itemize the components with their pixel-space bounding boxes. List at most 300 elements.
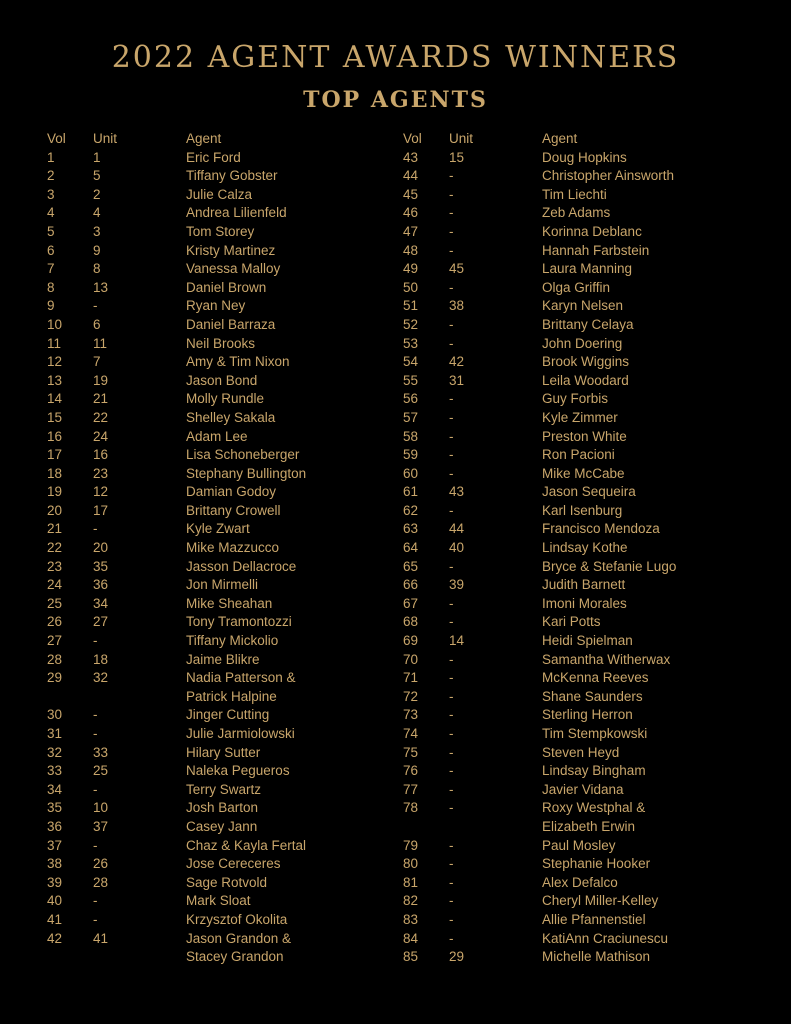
agent-name <box>542 539 762 558</box>
unit-rank: - <box>449 316 454 332</box>
agent-name-line: Preston White <box>542 428 627 444</box>
vol-rank: 58 <box>403 428 419 444</box>
unit-rank: - <box>449 614 454 630</box>
vol-rank: 24 <box>47 577 63 593</box>
unit-rank: - <box>449 781 454 797</box>
unit-rank: 21 <box>93 391 109 407</box>
agent-name-line: Lindsay Kothe <box>542 540 628 556</box>
agent-name <box>542 372 762 391</box>
table-row <box>403 260 763 279</box>
vol-rank: 64 <box>403 540 419 556</box>
unit-rank: 14 <box>449 633 465 649</box>
vol-rank: 85 <box>403 949 419 965</box>
agent-name <box>542 781 762 800</box>
table-row <box>47 390 407 409</box>
agent-name-line: Brittany Celaya <box>542 316 634 332</box>
vol-rank: 46 <box>403 205 419 221</box>
agent-name <box>186 335 406 354</box>
vol-rank: 14 <box>47 391 63 407</box>
agent-name-line: Karyn Nelsen <box>542 298 624 314</box>
agent-name-line: Krzysztof Okolita <box>186 911 288 927</box>
agent-name <box>542 688 762 707</box>
unit-rank: 9 <box>93 242 101 258</box>
vol-rank: 35 <box>47 800 63 816</box>
unit-rank: - <box>449 837 454 853</box>
agent-name <box>542 465 762 484</box>
agent-name-line: Eric Ford <box>186 149 241 165</box>
table-row <box>403 279 763 298</box>
unit-rank: 36 <box>93 577 109 593</box>
agent-name-line: Tom Storey <box>186 223 255 239</box>
unit-rank: - <box>93 521 98 537</box>
agent-name-line: Naleka Pegueros <box>186 763 290 779</box>
table-row <box>403 520 763 539</box>
table-row <box>47 855 407 874</box>
unit-rank: - <box>93 298 98 314</box>
vol-rank: 83 <box>403 911 419 927</box>
unit-rank: 15 <box>449 149 465 165</box>
vol-rank: 78 <box>403 800 419 816</box>
unit-rank: - <box>449 409 454 425</box>
unit-rank: - <box>449 763 454 779</box>
unit-rank: 35 <box>93 558 109 574</box>
vol-rank: 81 <box>403 874 419 890</box>
table-row <box>403 297 763 316</box>
vol-rank: 27 <box>47 633 63 649</box>
vol-rank: 60 <box>403 465 419 481</box>
agent-name-line: Lindsay Bingham <box>542 763 646 779</box>
agent-name-line: Mark Sloat <box>186 893 251 909</box>
vol-rank: 52 <box>403 316 419 332</box>
unit-rank: 26 <box>93 856 109 872</box>
agent-name <box>542 260 762 279</box>
agent-header: Agent <box>186 131 222 146</box>
table-row <box>47 260 407 279</box>
agent-name <box>542 390 762 409</box>
unit-rank: - <box>449 242 454 258</box>
agent-name <box>542 744 762 763</box>
vol-rank: 29 <box>47 670 63 686</box>
agent-name <box>542 409 762 428</box>
agent-name-line: Neil Brooks <box>186 335 256 351</box>
agent-name-line: Hannah Farbstein <box>542 242 650 258</box>
table-row <box>403 204 763 223</box>
agent-name-line: Mike McCabe <box>542 465 625 481</box>
vol-rank: 12 <box>47 354 63 370</box>
agent-name-line: Roxy Westphal & <box>542 800 646 816</box>
table-row <box>403 930 763 949</box>
agent-name <box>186 911 406 930</box>
vol-rank: 2 <box>47 168 55 184</box>
agent-name <box>186 930 406 967</box>
agent-name-line: McKenna Reeves <box>542 670 649 686</box>
table-row <box>403 186 763 205</box>
agent-name-line: Olga Griffin <box>542 279 611 295</box>
vol-rank: 25 <box>47 595 63 611</box>
agent-name-line: Francisco Mendoza <box>542 521 660 537</box>
agent-name <box>186 260 406 279</box>
agent-name-line: Sterling Herron <box>542 707 633 723</box>
agent-name-line: Vanessa Malloy <box>186 261 281 277</box>
agent-name <box>186 595 406 614</box>
vol-rank: 20 <box>47 502 63 518</box>
table-row <box>47 669 407 706</box>
right-column-header <box>403 130 763 149</box>
agent-name <box>186 409 406 428</box>
unit-rank: - <box>449 930 454 946</box>
vol-rank: 39 <box>47 874 63 890</box>
unit-rank: - <box>449 893 454 909</box>
agent-name-line: Tim Stempkowski <box>542 726 648 741</box>
unit-rank: - <box>449 279 454 295</box>
agent-name <box>186 744 406 763</box>
unit-rank: - <box>449 744 454 760</box>
unit-rank: 38 <box>449 298 465 314</box>
unit-rank: 1 <box>93 149 101 165</box>
table-row <box>47 837 407 856</box>
unit-rank: - <box>449 205 454 221</box>
table-row <box>47 502 407 521</box>
unit-rank: 17 <box>93 502 109 518</box>
unit-rank: - <box>449 558 454 574</box>
agent-name <box>542 242 762 261</box>
table-row <box>403 688 763 707</box>
agent-name <box>542 874 762 893</box>
agent-name-line: Alex Defalco <box>542 874 618 890</box>
unit-rank: - <box>449 391 454 407</box>
table-row <box>47 372 407 391</box>
table-row <box>47 279 407 298</box>
table-row <box>47 520 407 539</box>
agent-name-line: Michelle Mathison <box>542 949 651 965</box>
table-row <box>403 483 763 502</box>
agent-name <box>186 725 406 744</box>
vol-rank: 4 <box>47 205 55 221</box>
vol-rank: 67 <box>403 595 419 611</box>
vol-rank: 5 <box>47 223 55 239</box>
table-row <box>403 669 763 688</box>
table-row <box>403 762 763 781</box>
vol-rank: 18 <box>47 465 63 481</box>
agent-name-line: Ron Pacioni <box>542 447 615 463</box>
agent-name-line: Daniel Barraza <box>186 316 276 332</box>
table-row <box>47 297 407 316</box>
unit-rank: 45 <box>449 261 465 277</box>
agent-name <box>542 353 762 372</box>
unit-rank: 4 <box>93 205 101 221</box>
unit-rank: 8 <box>93 261 101 277</box>
agent-name <box>186 204 406 223</box>
table-row <box>403 613 763 632</box>
unit-rank: 11 <box>93 335 108 351</box>
table-row <box>403 781 763 800</box>
unit-rank: - <box>449 465 454 481</box>
table-row <box>403 632 763 651</box>
unit-rank: 44 <box>449 521 465 537</box>
left-column <box>47 130 407 967</box>
vol-rank: 34 <box>47 781 63 797</box>
agent-name-line: Jason Sequeira <box>542 484 636 500</box>
table-row <box>47 223 407 242</box>
agent-name-line: John Doering <box>542 335 623 351</box>
agent-name <box>542 837 762 856</box>
agent-name-line: Lisa Schoneberger <box>186 447 300 463</box>
agent-name <box>542 669 762 688</box>
table-row <box>47 892 407 911</box>
vol-rank: 42 <box>47 930 63 946</box>
vol-rank: 47 <box>403 223 419 239</box>
agent-name-line: Andrea Lilienfeld <box>186 205 287 221</box>
unit-rank: 12 <box>93 484 109 500</box>
vol-rank: 28 <box>47 651 63 667</box>
table-row <box>403 223 763 242</box>
table-row <box>403 706 763 725</box>
vol-rank: 61 <box>403 484 419 500</box>
vol-rank: 79 <box>403 837 419 853</box>
agent-name <box>186 539 406 558</box>
table-row <box>403 911 763 930</box>
agent-name <box>186 762 406 781</box>
table-row <box>47 781 407 800</box>
table-row <box>403 651 763 670</box>
table-row <box>403 372 763 391</box>
agent-name-line: Daniel Brown <box>186 279 267 295</box>
table-row <box>403 539 763 558</box>
table-row <box>47 316 407 335</box>
agent-name-line: Terry Swartz <box>186 781 262 797</box>
unit-rank: - <box>449 688 454 704</box>
right-rows <box>403 149 763 967</box>
right-column <box>403 130 763 967</box>
table-row <box>403 149 763 168</box>
vol-rank: 74 <box>403 726 419 741</box>
table-row <box>47 335 407 354</box>
agent-name-line: Doug Hopkins <box>542 149 627 165</box>
agent-name <box>542 483 762 502</box>
agent-name <box>542 279 762 298</box>
unit-rank: - <box>449 800 454 816</box>
agent-name <box>186 242 406 261</box>
vol-rank: 11 <box>47 335 62 351</box>
vol-rank: 7 <box>47 261 55 277</box>
vol-rank: 26 <box>47 614 63 630</box>
agent-name <box>542 911 762 930</box>
unit-rank: 32 <box>93 670 109 686</box>
agent-name-line: Tim Liechti <box>542 186 607 202</box>
vol-rank: 76 <box>403 763 419 779</box>
vol-rank: 41 <box>47 911 63 927</box>
table-row <box>403 242 763 261</box>
agent-name-line: Bryce & Stefanie Lugo <box>542 558 677 574</box>
agent-name-line: Jaime Blikre <box>186 651 260 667</box>
table-row <box>403 744 763 763</box>
unit-rank: 25 <box>93 763 109 779</box>
agent-name-line: Laura Manning <box>542 261 633 277</box>
vol-rank: 1 <box>47 149 55 165</box>
agent-name <box>542 204 762 223</box>
table-row <box>47 651 407 670</box>
agent-name <box>186 390 406 409</box>
vol-rank: 48 <box>403 242 419 258</box>
vol-rank: 57 <box>403 409 419 425</box>
agent-name <box>186 316 406 335</box>
agent-name-line: Guy Forbis <box>542 391 609 407</box>
agent-name <box>186 149 406 168</box>
unit-rank: 33 <box>93 744 109 760</box>
table-row <box>47 465 407 484</box>
vol-header: Vol <box>47 131 66 146</box>
agent-name <box>542 502 762 521</box>
agent-name-line: Stacey Grandon <box>186 949 284 965</box>
agent-name <box>542 428 762 447</box>
unit-rank: - <box>449 726 454 741</box>
unit-rank: - <box>449 447 454 463</box>
agent-name <box>186 558 406 577</box>
vol-rank: 73 <box>403 707 419 723</box>
vol-rank: 62 <box>403 502 419 518</box>
agent-name <box>186 297 406 316</box>
agent-name <box>542 799 762 836</box>
unit-rank: 37 <box>93 818 109 834</box>
agent-name <box>542 762 762 781</box>
table-row <box>403 167 763 186</box>
agent-name-line: Josh Barton <box>186 800 259 816</box>
vol-rank: 9 <box>47 298 55 314</box>
vol-rank: 8 <box>47 279 55 295</box>
table-row <box>403 465 763 484</box>
table-row <box>47 744 407 763</box>
agent-name <box>186 483 406 502</box>
table-row <box>403 799 763 836</box>
agent-name-line: Christopher Ainsworth <box>542 168 675 184</box>
agent-name-line: Stephany Bullington <box>186 465 307 481</box>
agent-name-line: Allie Pfannenstiel <box>542 911 646 927</box>
agent-name <box>186 223 406 242</box>
agent-name-line: Amy & Tim Nixon <box>186 354 290 370</box>
agent-name-line: Javier Vidana <box>542 781 624 797</box>
agent-name-line: Patrick Halpine <box>186 688 277 704</box>
table-row <box>47 762 407 781</box>
unit-rank: - <box>449 856 454 872</box>
vol-rank: 40 <box>47 893 63 909</box>
agent-name <box>186 279 406 298</box>
table-row <box>403 316 763 335</box>
vol-rank: 16 <box>47 428 63 444</box>
vol-rank: 43 <box>403 149 419 165</box>
agent-name-line: Kyle Zwart <box>186 521 250 537</box>
unit-rank: 42 <box>449 354 465 370</box>
vol-rank: 59 <box>403 447 419 463</box>
agent-name-line: Shelley Sakala <box>186 409 276 425</box>
vol-rank: 19 <box>47 484 63 500</box>
table-row <box>403 948 763 967</box>
unit-rank: 28 <box>93 874 109 890</box>
unit-rank: - <box>449 186 454 202</box>
vol-rank: 75 <box>403 744 419 760</box>
vol-rank: 3 <box>47 186 55 202</box>
agent-name <box>186 186 406 205</box>
table-row <box>47 706 407 725</box>
table-row <box>47 874 407 893</box>
unit-rank: 39 <box>449 577 465 593</box>
table-row <box>403 335 763 354</box>
table-row <box>47 632 407 651</box>
table-row <box>47 409 407 428</box>
table-row <box>47 911 407 930</box>
unit-rank: 22 <box>93 409 109 425</box>
vol-rank: 66 <box>403 577 419 593</box>
agent-name-line: Brook Wiggins <box>542 354 630 370</box>
agent-name <box>542 186 762 205</box>
vol-rank: 63 <box>403 521 419 537</box>
table-row <box>47 483 407 502</box>
agent-name <box>186 446 406 465</box>
agent-name-line: Casey Jann <box>186 818 258 834</box>
unit-rank: - <box>93 893 98 909</box>
agent-name-line: Leila Woodard <box>542 372 629 388</box>
agent-name-line: Jason Grandon & <box>186 930 292 946</box>
unit-rank: - <box>93 707 98 723</box>
agent-name <box>542 558 762 577</box>
vol-rank: 36 <box>47 818 63 834</box>
vol-rank: 31 <box>47 726 63 741</box>
table-row <box>403 428 763 447</box>
unit-rank: 6 <box>93 316 101 332</box>
agent-name-line: Damian Godoy <box>186 484 277 500</box>
agent-name-line: Imoni Morales <box>542 595 627 611</box>
unit-rank: 7 <box>93 354 101 370</box>
table-row <box>47 558 407 577</box>
agent-name-line: Mike Sheahan <box>186 595 273 611</box>
unit-rank: - <box>93 911 98 927</box>
vol-rank: 51 <box>403 298 419 314</box>
vol-rank: 13 <box>47 372 63 388</box>
vol-header: Vol <box>403 131 422 146</box>
unit-rank: 40 <box>449 540 465 556</box>
vol-rank: 44 <box>403 168 419 184</box>
agent-name <box>186 353 406 372</box>
unit-rank: - <box>93 633 98 649</box>
agent-name-line: Heidi Spielman <box>542 633 633 649</box>
agent-name <box>186 520 406 539</box>
vol-rank: 65 <box>403 558 419 574</box>
unit-rank: 3 <box>93 223 101 239</box>
table-row <box>403 892 763 911</box>
agent-name-line: Julie Calza <box>186 186 253 202</box>
agent-name <box>542 446 762 465</box>
agent-name-line: Tiffany Gobster <box>186 168 278 184</box>
vol-rank: 32 <box>47 744 63 760</box>
agent-name <box>542 651 762 670</box>
unit-rank: 43 <box>449 484 465 500</box>
unit-rank: - <box>449 223 454 239</box>
unit-rank: - <box>449 168 454 184</box>
agent-name <box>542 613 762 632</box>
table-row <box>47 353 407 372</box>
agent-name <box>186 372 406 391</box>
vol-rank: 33 <box>47 763 63 779</box>
table-row <box>403 558 763 577</box>
vol-rank: 56 <box>403 391 419 407</box>
unit-rank: - <box>449 707 454 723</box>
table-row <box>47 595 407 614</box>
page-subtitle: TOP AGENTS <box>303 87 488 113</box>
table-row <box>403 837 763 856</box>
unit-rank: - <box>449 651 454 667</box>
agent-name-line: Adam Lee <box>186 428 248 444</box>
agent-name <box>186 837 406 856</box>
agent-name-line: Jon Mirmelli <box>186 577 259 593</box>
